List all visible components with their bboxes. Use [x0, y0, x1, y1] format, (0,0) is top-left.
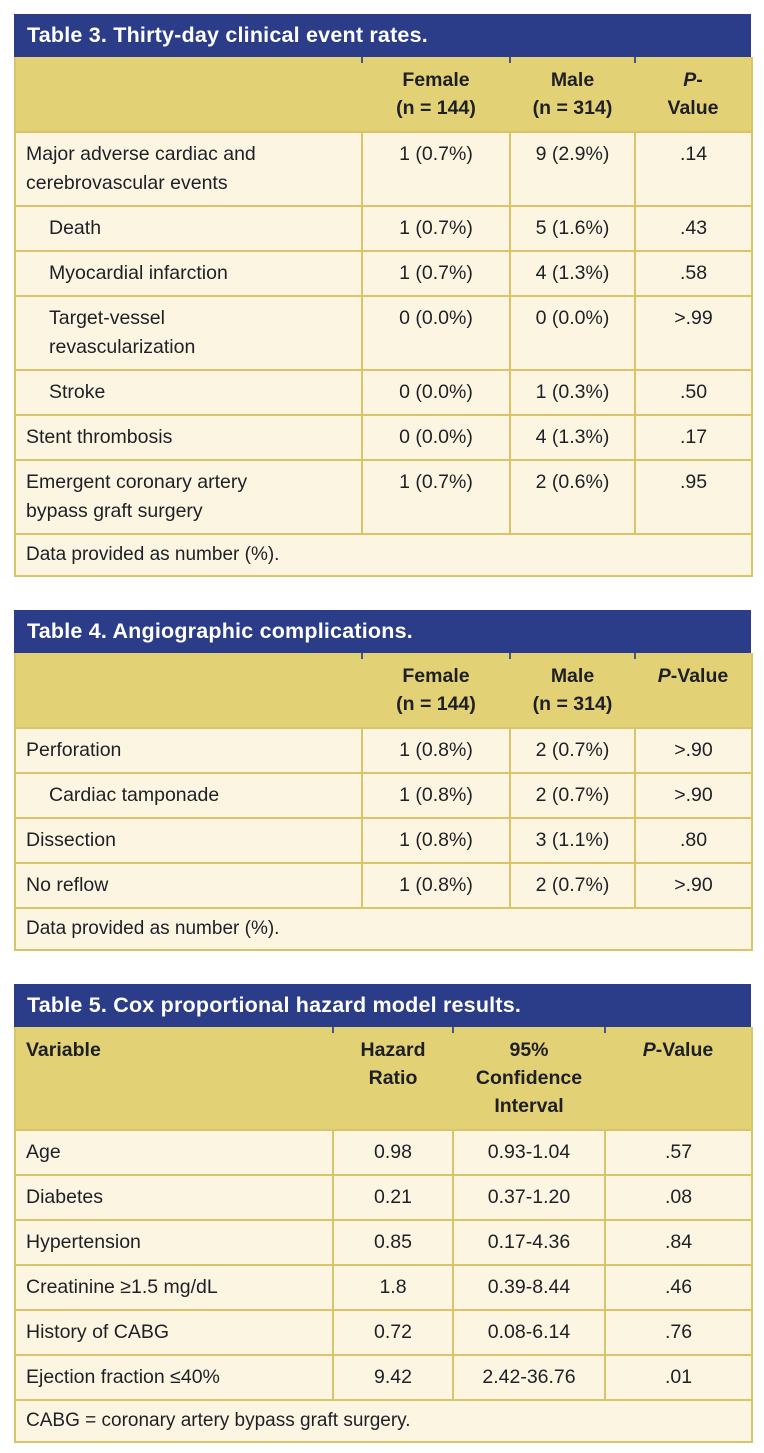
table-5-title: Table 5. Cox proportional hazard model results. [27, 993, 522, 1017]
table-footnote: CABG = coronary artery bypass graft surgery. [15, 1400, 752, 1442]
row-label: No reflow [15, 863, 362, 908]
cell-pvalue: .80 [635, 818, 752, 863]
row-label: Diabetes [15, 1175, 333, 1220]
cell-female: 1 (0.8%) [362, 728, 510, 773]
cell-pvalue: .84 [605, 1220, 752, 1265]
row-label: Ejection fraction ≤40% [15, 1355, 333, 1400]
cell-pvalue: .95 [635, 460, 752, 534]
cell-female: 0 (0.0%) [362, 415, 510, 460]
cell-pvalue: .46 [605, 1265, 752, 1310]
table-footnote: Data provided as number (%). [15, 908, 752, 950]
table-row-creatinine [15, 1265, 752, 1310]
cell-pvalue: .17 [635, 415, 752, 460]
cell-hazard-ratio: 1.8 [333, 1265, 453, 1310]
cell-hazard-ratio: 0.21 [333, 1175, 453, 1220]
cell-female: 1 (0.8%) [362, 818, 510, 863]
table-3 [14, 14, 751, 577]
row-label: Stroke [15, 370, 362, 415]
row-label: History of CABG [15, 1310, 333, 1355]
cell-male: 4 (1.3%) [510, 415, 635, 460]
row-label: Stent thrombosis [15, 415, 362, 460]
table-row-tamponade [15, 773, 752, 818]
table-4-grid [14, 653, 753, 951]
cell-confidence-interval: 0.93-1.04 [453, 1130, 605, 1175]
table-row-death [15, 206, 752, 251]
cell-pvalue: .57 [605, 1130, 752, 1175]
table-5-footnote-row [15, 1400, 752, 1442]
table-3-header-row [15, 57, 752, 132]
table-3-footnote-row [15, 534, 752, 576]
cell-hazard-ratio: 0.98 [333, 1130, 453, 1175]
cell-pvalue: .50 [635, 370, 752, 415]
cell-female: 1 (0.7%) [362, 206, 510, 251]
table-4-footnote-row [15, 908, 752, 950]
table-row-diabetes [15, 1175, 752, 1220]
cell-male: 5 (1.6%) [510, 206, 635, 251]
row-label: Myocardial infarction [15, 251, 362, 296]
cell-male: 2 (0.7%) [510, 728, 635, 773]
table-row-emergent-cabg [15, 460, 752, 534]
cell-female: 0 (0.0%) [362, 296, 510, 370]
table-4 [14, 610, 751, 951]
table-row-history-cabg [15, 1310, 752, 1355]
row-label: Cardiac tamponade [15, 773, 362, 818]
table-3-title-bar [14, 14, 751, 57]
table-row-ejection-fraction [15, 1355, 752, 1400]
cell-confidence-interval: 0.08-6.14 [453, 1310, 605, 1355]
row-label: Major adverse cardiac and cerebrovascular events [15, 132, 362, 206]
table-5-header-variable: Variable [15, 1027, 333, 1130]
table-4-header-male: Male (n = 314) [510, 653, 635, 728]
cell-pvalue: >.90 [635, 863, 752, 908]
cell-female: 1 (0.8%) [362, 773, 510, 818]
table-3-header-empty [15, 57, 362, 132]
row-label: Dissection [15, 818, 362, 863]
cell-pvalue: .08 [605, 1175, 752, 1220]
table-row-hypertension [15, 1220, 752, 1265]
table-4-header-pvalue: P-Value [635, 653, 752, 728]
table-5-header-pvalue: P-Value [605, 1027, 752, 1130]
cell-female: 0 (0.0%) [362, 370, 510, 415]
cell-female: 1 (0.7%) [362, 251, 510, 296]
cell-male: 2 (0.7%) [510, 773, 635, 818]
table-5 [14, 984, 751, 1443]
row-label: Target-vessel revascularization [15, 296, 362, 370]
cell-male: 4 (1.3%) [510, 251, 635, 296]
table-row-stroke [15, 370, 752, 415]
cell-confidence-interval: 0.37-1.20 [453, 1175, 605, 1220]
cell-female: 1 (0.7%) [362, 132, 510, 206]
cell-confidence-interval: 0.39-8.44 [453, 1265, 605, 1310]
row-label: Emergent coronary artery bypass graft surgery [15, 460, 362, 534]
cell-confidence-interval: 0.17-4.36 [453, 1220, 605, 1265]
table-3-title: Table 3. Thirty-day clinical event rates. [27, 23, 428, 47]
cell-male: 0 (0.0%) [510, 296, 635, 370]
cell-male: 1 (0.3%) [510, 370, 635, 415]
table-3-header-pvalue: P- Value [635, 57, 752, 132]
cell-male: 2 (0.6%) [510, 460, 635, 534]
row-label: Creatinine ≥1.5 mg/dL [15, 1265, 333, 1310]
table-5-grid [14, 1027, 753, 1443]
cell-male: 2 (0.7%) [510, 863, 635, 908]
table-5-title-bar [14, 984, 751, 1027]
table-3-header-female: Female (n = 144) [362, 57, 510, 132]
table-row-no-reflow [15, 863, 752, 908]
table-5-header-hazard-ratio: Hazard Ratio [333, 1027, 453, 1130]
cell-male: 3 (1.1%) [510, 818, 635, 863]
table-row-perforation [15, 728, 752, 773]
cell-confidence-interval: 2.42-36.76 [453, 1355, 605, 1400]
cell-female: 1 (0.7%) [362, 460, 510, 534]
table-5-header-row [15, 1027, 752, 1130]
row-label: Perforation [15, 728, 362, 773]
cell-pvalue: >.90 [635, 728, 752, 773]
table-4-title-bar [14, 610, 751, 653]
table-4-header-empty [15, 653, 362, 728]
table-4-header-row [15, 653, 752, 728]
table-3-header-male: Male (n = 314) [510, 57, 635, 132]
table-row-mi [15, 251, 752, 296]
table-3-grid [14, 57, 753, 577]
cell-hazard-ratio: 0.72 [333, 1310, 453, 1355]
cell-pvalue: .43 [635, 206, 752, 251]
table-5-header-confidence-interval: 95% Confidence Interval [453, 1027, 605, 1130]
table-footnote: Data provided as number (%). [15, 534, 752, 576]
cell-female: 1 (0.8%) [362, 863, 510, 908]
cell-hazard-ratio: 0.85 [333, 1220, 453, 1265]
row-label: Hypertension [15, 1220, 333, 1265]
table-4-header-female: Female (n = 144) [362, 653, 510, 728]
cell-pvalue: .58 [635, 251, 752, 296]
table-row-dissection [15, 818, 752, 863]
table-row-macce [15, 132, 752, 206]
table-row-tvr [15, 296, 752, 370]
table-row-age [15, 1130, 752, 1175]
cell-pvalue: >.99 [635, 296, 752, 370]
cell-male: 9 (2.9%) [510, 132, 635, 206]
cell-pvalue: .14 [635, 132, 752, 206]
row-label: Age [15, 1130, 333, 1175]
table-row-stent-thrombosis [15, 415, 752, 460]
cell-pvalue: >.90 [635, 773, 752, 818]
cell-pvalue: .76 [605, 1310, 752, 1355]
table-4-title: Table 4. Angiographic complications. [27, 619, 413, 643]
cell-pvalue: .01 [605, 1355, 752, 1400]
row-label: Death [15, 206, 362, 251]
cell-hazard-ratio: 9.42 [333, 1355, 453, 1400]
